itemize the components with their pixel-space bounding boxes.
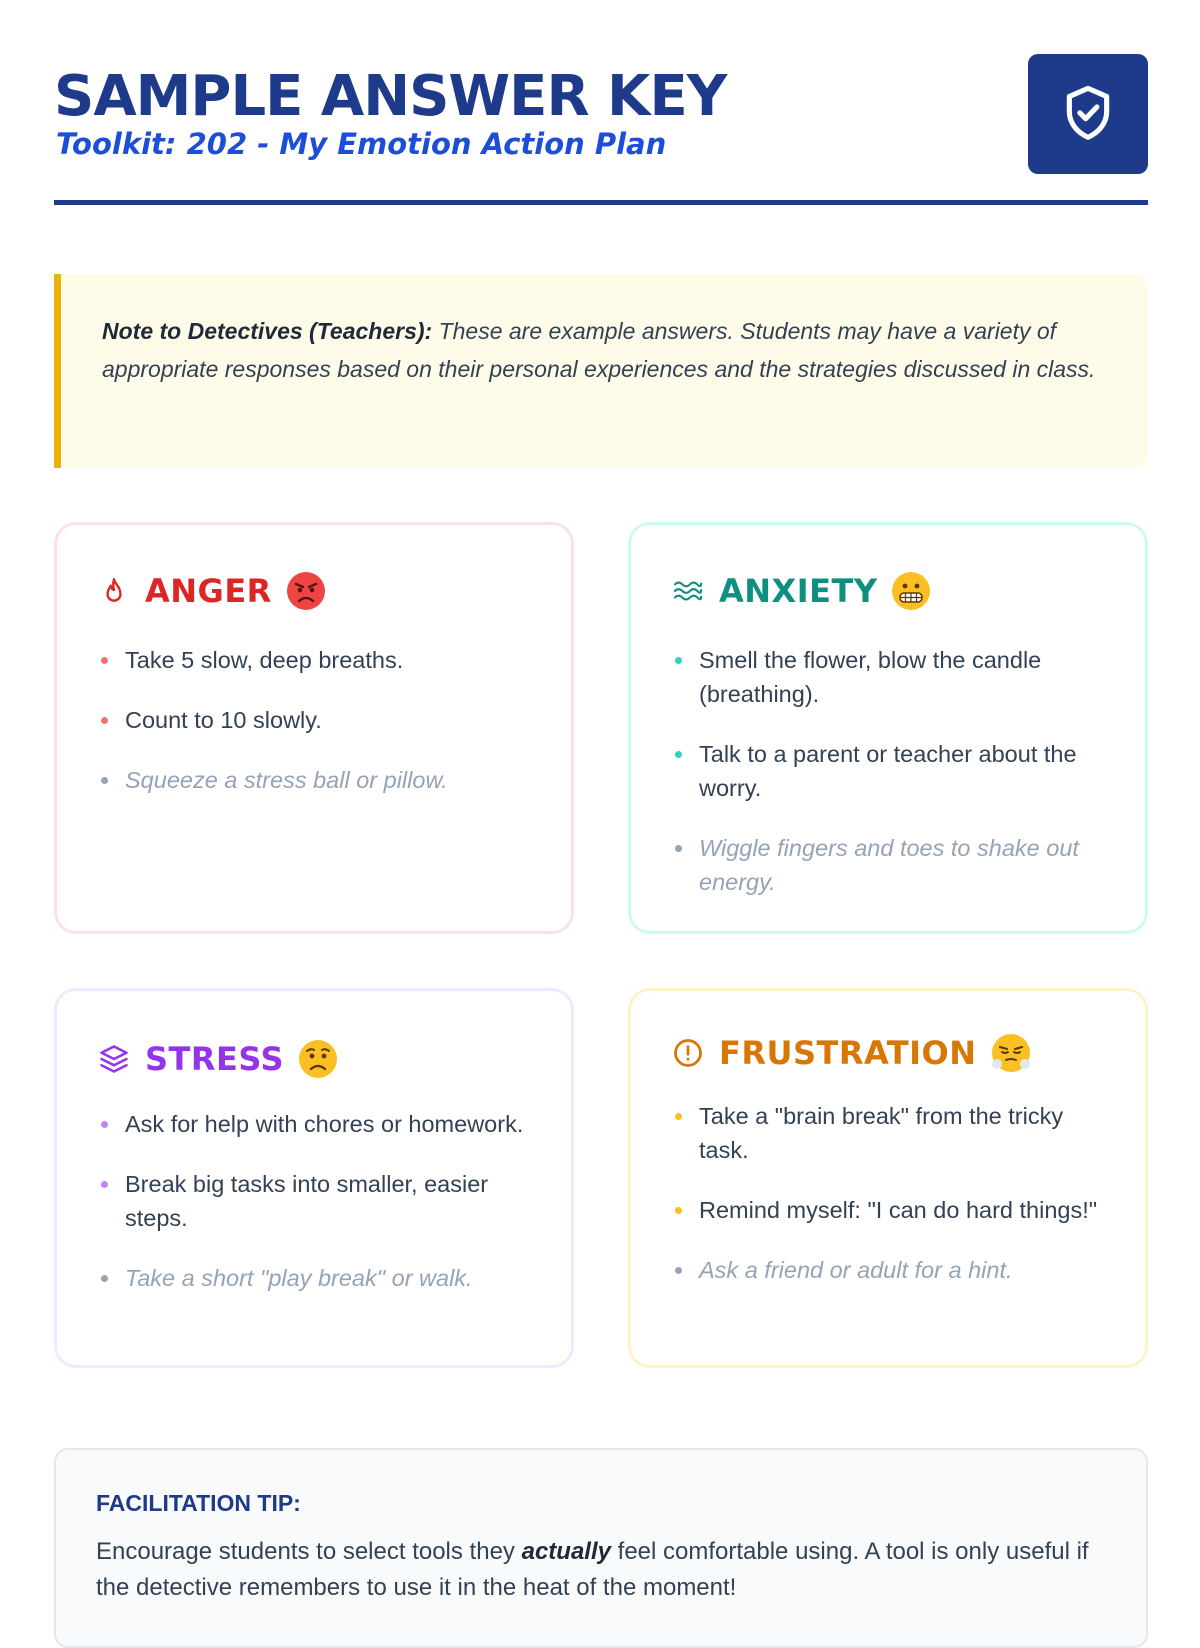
tip-body-start: Encourage students to select tools they (96, 1538, 522, 1565)
list-item: Smell the flower, blow the candle (breathing). (671, 643, 1117, 711)
card-title: ANGER (145, 572, 272, 610)
alert-circle-icon (673, 1038, 703, 1068)
list-item-extra: Squeeze a stress ball or pillow. (97, 763, 543, 797)
strategy-list (671, 1099, 1117, 1313)
tip-emphasis: actually (521, 1538, 611, 1565)
flame-icon (99, 576, 129, 606)
card-title: FRUSTRATION (719, 1034, 977, 1072)
tip-body-end: feel comfortable using. A tool is only useful if the detective remembers to use it in the heat of the moment! (96, 1538, 1089, 1601)
shield-check-icon (1060, 83, 1116, 145)
emotion-card-anger (54, 522, 574, 934)
emotion-card-anxiety (628, 522, 1148, 934)
list-item: Talk to a parent or teacher about the worry. (671, 737, 1117, 805)
card-title: ANXIETY (719, 572, 878, 610)
header-divider (54, 200, 1148, 205)
card-header (673, 1031, 1031, 1075)
grimacing-face-emoji (891, 571, 931, 611)
facilitation-tip (54, 1448, 1148, 1648)
tip-title: FACILITATION TIP: (96, 1490, 301, 1516)
strategy-list (671, 643, 1117, 925)
card-header (99, 1037, 338, 1081)
card-header (673, 569, 931, 613)
strategy-list (97, 643, 543, 823)
card-header (99, 569, 326, 613)
emotion-card-frustration (628, 988, 1148, 1368)
list-item: Count to 10 slowly. (97, 703, 543, 737)
list-item: Take 5 slow, deep breaths. (97, 643, 543, 677)
teacher-note (54, 274, 1148, 468)
worried-face-emoji (298, 1039, 338, 1079)
tip-body (96, 1534, 1096, 1606)
shield-check-badge (1028, 54, 1148, 174)
page-subtitle: Toolkit: 202 - My Emotion Action Plan (56, 127, 667, 161)
list-item-extra: Ask a friend or adult for a hint. (671, 1253, 1117, 1287)
note-label: Note to Detectives (Teachers): (102, 318, 433, 344)
list-item: Take a "brain break" from the tricky task. (671, 1099, 1117, 1167)
strategy-list (97, 1107, 543, 1321)
note-text: These are example answers. Students may have a variety of appropriate responses based on their personal experiences and the strategies discussed in class. (102, 318, 1096, 382)
list-item: Ask for help with chores or homework. (97, 1107, 543, 1141)
emotion-card-stress (54, 988, 574, 1368)
steam-face-emoji (991, 1033, 1031, 1073)
layers-icon (99, 1044, 129, 1074)
card-title: STRESS (145, 1040, 285, 1078)
page-title: SAMPLE ANSWER KEY (54, 64, 727, 129)
list-item: Break big tasks into smaller, easier steps. (97, 1167, 543, 1235)
list-item-extra: Wiggle fingers and toes to shake out energy. (671, 831, 1117, 899)
list-item-extra: Take a short "play break" or walk. (97, 1261, 543, 1295)
waves-icon (673, 576, 703, 606)
page-header (54, 52, 1148, 204)
angry-face-emoji (286, 571, 326, 611)
list-item: Remind myself: "I can do hard things!" (671, 1193, 1117, 1227)
